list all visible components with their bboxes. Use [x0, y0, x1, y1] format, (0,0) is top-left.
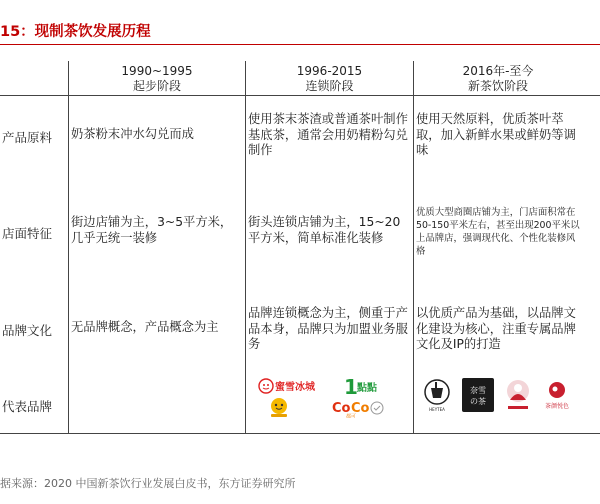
- table-cell: 优质大型商圈店铺为主，门店面积常在50-150平米左右，甚至出现200平米以上品牌店，强调现代化、个性化装修风格: [416, 207, 580, 257]
- table-cell: 街头连锁店铺为主，15~20平方米，简单标准化装修: [248, 215, 401, 245]
- chain-era-brand-logos: [258, 374, 408, 418]
- svg-text:HEYTEA: HEYTEA: [429, 407, 445, 412]
- cropped-top-text: [0, 0, 600, 6]
- table-cell: 街边店铺为主，3~5平方米，几乎无统一装修: [71, 215, 233, 245]
- column-stage: 新茶饮阶段: [467, 79, 528, 93]
- mixue-bingcheng-logo: [258, 376, 328, 396]
- chayan-yuese-logo: [540, 378, 574, 412]
- svg-text:の茶: の茶: [470, 397, 486, 406]
- svg-text:都可: 都可: [346, 414, 357, 418]
- column-years: 1990~1995: [121, 64, 193, 78]
- svg-text:茶颜悦色: 茶颜悦色: [544, 403, 570, 410]
- row-label-store: 店面特征: [2, 226, 53, 241]
- column-divider: [245, 61, 246, 433]
- yidiandian-logo: [344, 374, 394, 398]
- table-cell: 以优质产品为基础，以品牌文化建设为核心，注重专属品牌文化及IP的打造: [416, 306, 576, 351]
- new-tea-era-brand-logos: [420, 374, 580, 418]
- column-years: 2016年-至今: [462, 64, 534, 78]
- column-divider: [413, 61, 414, 433]
- source-note: 据来源：2020 中国新茶饮行业发展白皮书，东方证券研究所: [0, 477, 296, 490]
- table-cell: 无品牌概念，产品概念为主: [71, 320, 219, 334]
- row-label-brand-culture: 品牌文化: [2, 323, 53, 338]
- column-header-3: [414, 64, 582, 94]
- svg-text:1: 1: [344, 375, 358, 398]
- table-cell: 使用茶末茶渣或普通茶叶制作基底茶，通常会用奶精粉勾兑制作: [248, 112, 408, 157]
- table-cell: 奶茶粉末冲水勾兑而成: [71, 127, 194, 141]
- svg-text:奈雪: 奈雪: [470, 386, 486, 395]
- title-underline: [0, 44, 600, 45]
- svg-text:點點: 點點: [357, 383, 377, 394]
- naixue-logo: [462, 378, 494, 412]
- coco-logo: [332, 398, 394, 418]
- figure-title: 15：现制茶饮发展历程: [0, 24, 151, 40]
- lelecha-logo: [504, 378, 532, 412]
- svg-text:Co: Co: [351, 401, 370, 416]
- mascot-logo: [266, 397, 292, 418]
- heytea-logo: [422, 378, 452, 414]
- column-stage: 连锁阶段: [305, 79, 354, 93]
- table-cell: 使用天然原料，优质茶叶萃取，加入新鲜水果或鲜奶等调味: [416, 112, 576, 157]
- mixue-wordmark: 蜜雪冰城: [275, 382, 315, 393]
- table-cell: 品牌连锁概念为主，侧重于产品本身，品牌只为加盟业务服务: [248, 306, 408, 351]
- column-header-1: [69, 64, 245, 94]
- row-label-ingredients: 产品原料: [2, 130, 53, 145]
- column-header-2: [246, 64, 413, 94]
- row-label-representative-brands: 代表品牌: [2, 399, 53, 414]
- table-bottom-border: [0, 433, 600, 434]
- column-divider: [68, 61, 69, 433]
- header-row-divider: [0, 95, 600, 96]
- svg-text:Co: Co: [332, 401, 351, 416]
- column-years: 1996-2015: [296, 64, 363, 78]
- column-stage: 起步阶段: [132, 79, 181, 93]
